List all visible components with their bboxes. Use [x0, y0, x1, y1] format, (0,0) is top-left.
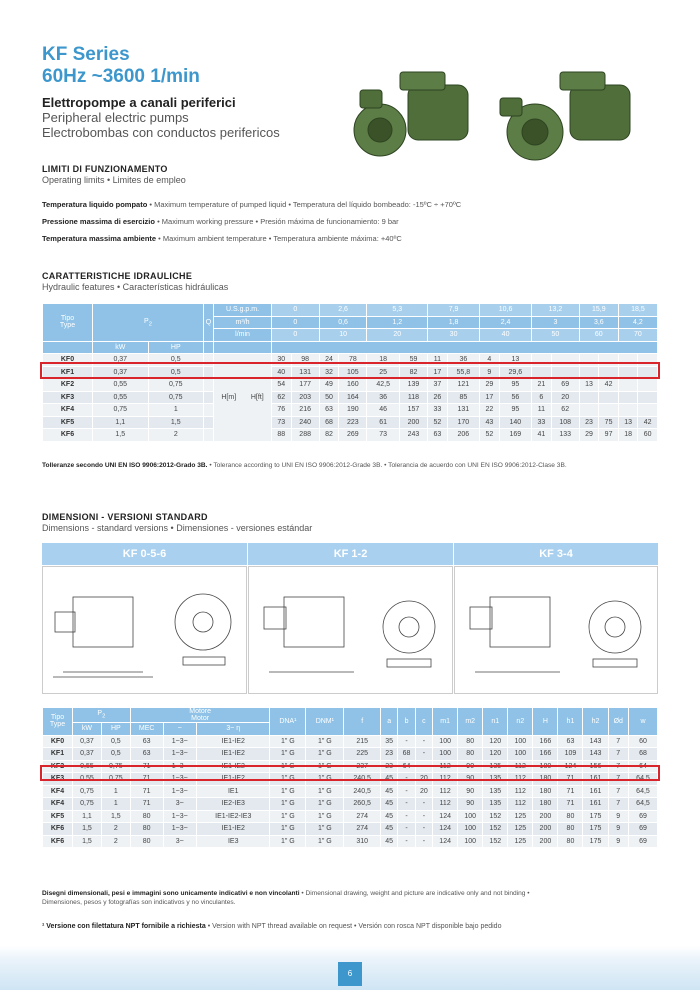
table-row: KF6 1,5 2 88 288 82 269 73 243 63 206 52 169 41 133 29 97 18 60 [43, 429, 658, 442]
drawing-kf056 [42, 566, 247, 694]
tolerance-note: Tolleranze secondo UNI EN ISO 9906:2012-Grado 3B. • Tolerance according to UNI EN ISO 9906:2012-Grade 3B. • Tolerancia de acuerdo con UNI EN ISO 9906:2012-Clase 3B. [42, 462, 567, 469]
dimensions-heading: DIMENSIONI - VERSIONI STANDARD Dimensions - standard versions • Dimensiones - versiones estándar [42, 512, 313, 533]
page-number: 6 [338, 962, 362, 986]
product-description: Elettropompe a canali periferici Peripheral electric pumps Electrobombas con conductos perifericos [42, 95, 280, 140]
table-row: KF3 0,55 0,75 62 203 50 164 36 118 26 85 17 56 6 20 [43, 391, 658, 404]
table-row: KF4 0,75 1 71 1~3~ IE1 1" G 1" G 240,5 45 - 20 112 90 135 112 180 71 161 7 64,5 [43, 785, 658, 798]
kf1-highlight [40, 362, 660, 379]
table-row: KF6 1,5 2 80 3~ IE3 1" G 1" G 310 45 - - 124 100 152 125 200 80 175 9 69 [43, 835, 658, 848]
tab-kf056: KF 0-5-6 [42, 543, 247, 565]
table-row: KF6 1,5 2 80 1~3~ IE1-IE2 1" G 1" G 274 45 - - 124 100 152 125 200 80 175 9 69 [43, 823, 658, 836]
table-row: KF3 0,55 0,75 71 1~3~ IE1-IE2 1" G 1" G 240,5 45 - 20 112 90 135 112 180 71 161 7 64,5 [43, 773, 658, 786]
table-row: KF0 0,37 0,5 H[m] H[ft] 30 98 24 78 18 59 11 36 4 13 [43, 354, 658, 367]
disclaimer-note: Disegni dimensionali, pesi e immagini sono unicamente indicativi e non vincolanti • Dimensional drawing, weight and picture are indicative only and not binding • Dimensiones, pesos y fotografías son indicativos y no vinculantes. [42, 890, 530, 906]
table-row: KF2 0,55 0,75 54 177 49 160 42,5 139 37 121 29 95 21 69 13 42 [43, 379, 658, 392]
limits-heading: LIMITI DI FUNZIONAMENTO Operating limits • Limites de empleo [42, 164, 186, 185]
limit-ambient: Temperatura massima ambiente • Maximum ambient temperature • Temperatura ambiente máxima: +40ºC [42, 234, 402, 243]
table-row: KF4 0,75 1 76 216 63 190 46 157 33 131 22 95 11 62 [43, 404, 658, 417]
hydraulic-heading: CARATTERISTICHE IDRAULICHE Hydraulic features • Características hidráulicas [42, 271, 229, 292]
table-row: KF4 0,75 1 71 3~ IE2-IE3 1" G 1" G 260,5 45 - - 112 90 135 112 180 71 161 7 64,5 [43, 798, 658, 811]
table-row: KF1 0,37 0,5 40 131 32 105 25 82 17 55,8 9 29,6 [43, 366, 658, 379]
dimensions-table: Tipo Type $P_2$ Motore Motor DNA¹ DNM¹ f a b c m1 m2 n1 n2 H h1 h2 Ød w kW HP MEC ~ 3~ η KF0 0,37 0,5 63 1~3~ IE1-IE2 1" G 1" G 215 35 - - 100 80 120 100 166 63 143 7 60 KF1 0,37 0,5 63 1~3~ IE1-IE2 1" G 1" G 225 23 68 - 100 80 120 100 166 109 143 7 68 KF2 0,55 0,75 71 1~3~ IE1-IE2 1" G 1" G 237 23 64 - 112 90 135 112 180 124 156 7 64 KF3 0,55 0,75 71 1~3~ IE1-IE2 1" G 1" G 240,5 45 - 20 112 90 135 112 180 71 161 7 64,5 KF4 0,75 1 71 1~3~ IE1 1" G 1" G 240,5 45 - 20 112 90 135 112 180 71 161 7 64,5 KF4 0,75 1 71 3~ IE2-IE3 1" G 1" G 260,5 45 - - 112 90 135 112 180 71 161 7 64,5 KF5 1,1 1,5 80 1~3~ IE1-IE2-IE3 1" G 1" G 274 45 - - 124 100 152 125 200 80 175 9 69 KF6 1,5 2 80 1~3~ IE1-IE2 1" G 1" G 274 45 - - 124 100 152 125 200 80 175 9 69 KF6 1,5 2 80 3~ IE3 1" G 1" G 310 45 - - 124 100 152 125 200 80 175 9 69 [42, 707, 658, 848]
npt-note: ¹ Versione con filettatura NPT fornibile a richiesta • Version with NPT thread available on request • Versión con rosca NPT disponible bajo pedido [42, 923, 502, 930]
table-row: KF1 0,37 0,5 63 1~3~ IE1-IE2 1" G 1" G 225 23 68 - 100 80 120 100 166 109 143 7 68 [43, 748, 658, 761]
page-title: KF Series 60Hz ~3600 1/min [42, 44, 200, 87]
drawing-kf34 [454, 566, 658, 694]
tab-kf12: KF 1-2 [248, 543, 453, 565]
limit-pressure: Pressione massima di esercizio • Maximum working pressure • Presión máxima de funcionamiento: 9 bar [42, 217, 399, 226]
pump-photo [340, 60, 660, 170]
table-row: KF2 0,55 0,75 71 1~3~ IE1-IE2 1" G 1" G 237 23 64 - 112 90 135 112 180 124 156 7 64 [43, 760, 658, 773]
table-row: KF0 0,37 0,5 63 1~3~ IE1-IE2 1" G 1" G 215 35 - - 100 80 120 100 166 63 143 7 60 [43, 735, 658, 748]
hydraulic-table: Tipo Type $P_2$ Q U.S.g.p.m. 0 2,6 5,3 7,9 10,6 13,2 15,9 18,5 m³/h 0 0,6 1,2 1,8 2,4 3 3,6 4,2 l/min 0 10 20 30 40 50 60 70 kW HP KF0 0,37 0,5 H[m] H[ft] 30 98 24 78 18 59 11 36 4 13 KF1 0,37 0,5 40 131 32 105 25 82 17 55,8 9 29,6 KF2 0,55 0,75 54 177 49 160 42,5 139 37 121 29 95 21 69 13 42 KF3 0,55 0,75 62 203 50 164 36 118 26 85 17 56 6 20 KF4 0,75 1 76 216 63 190 46 157 33 131 22 95 11 62 KF5 1,1 1,5 73 240 68 223 61 200 52 170 43 140 33 108 23 75 13 42 KF6 1,5 2 88 288 82 269 73 243 63 206 52 169 41 133 29 97 18 60 [42, 303, 658, 442]
table-row: KF5 1,1 1,5 80 1~3~ IE1-IE2-IE3 1" G 1" G 274 45 - - 124 100 152 125 200 80 175 9 69 [43, 810, 658, 823]
table-row: KF5 1,1 1,5 73 240 68 223 61 200 52 170 43 140 33 108 23 75 13 42 [43, 416, 658, 429]
kf1-dim-highlight [40, 765, 660, 781]
limit-temperature-liquid: Temperatura liquido pompato • Maximum temperature of pumped liquid • Temperatura del líquido bombeado: -15ºC ÷ +70ºC [42, 200, 462, 209]
drawing-kf12 [248, 566, 453, 694]
tab-kf34: KF 3-4 [454, 543, 658, 565]
